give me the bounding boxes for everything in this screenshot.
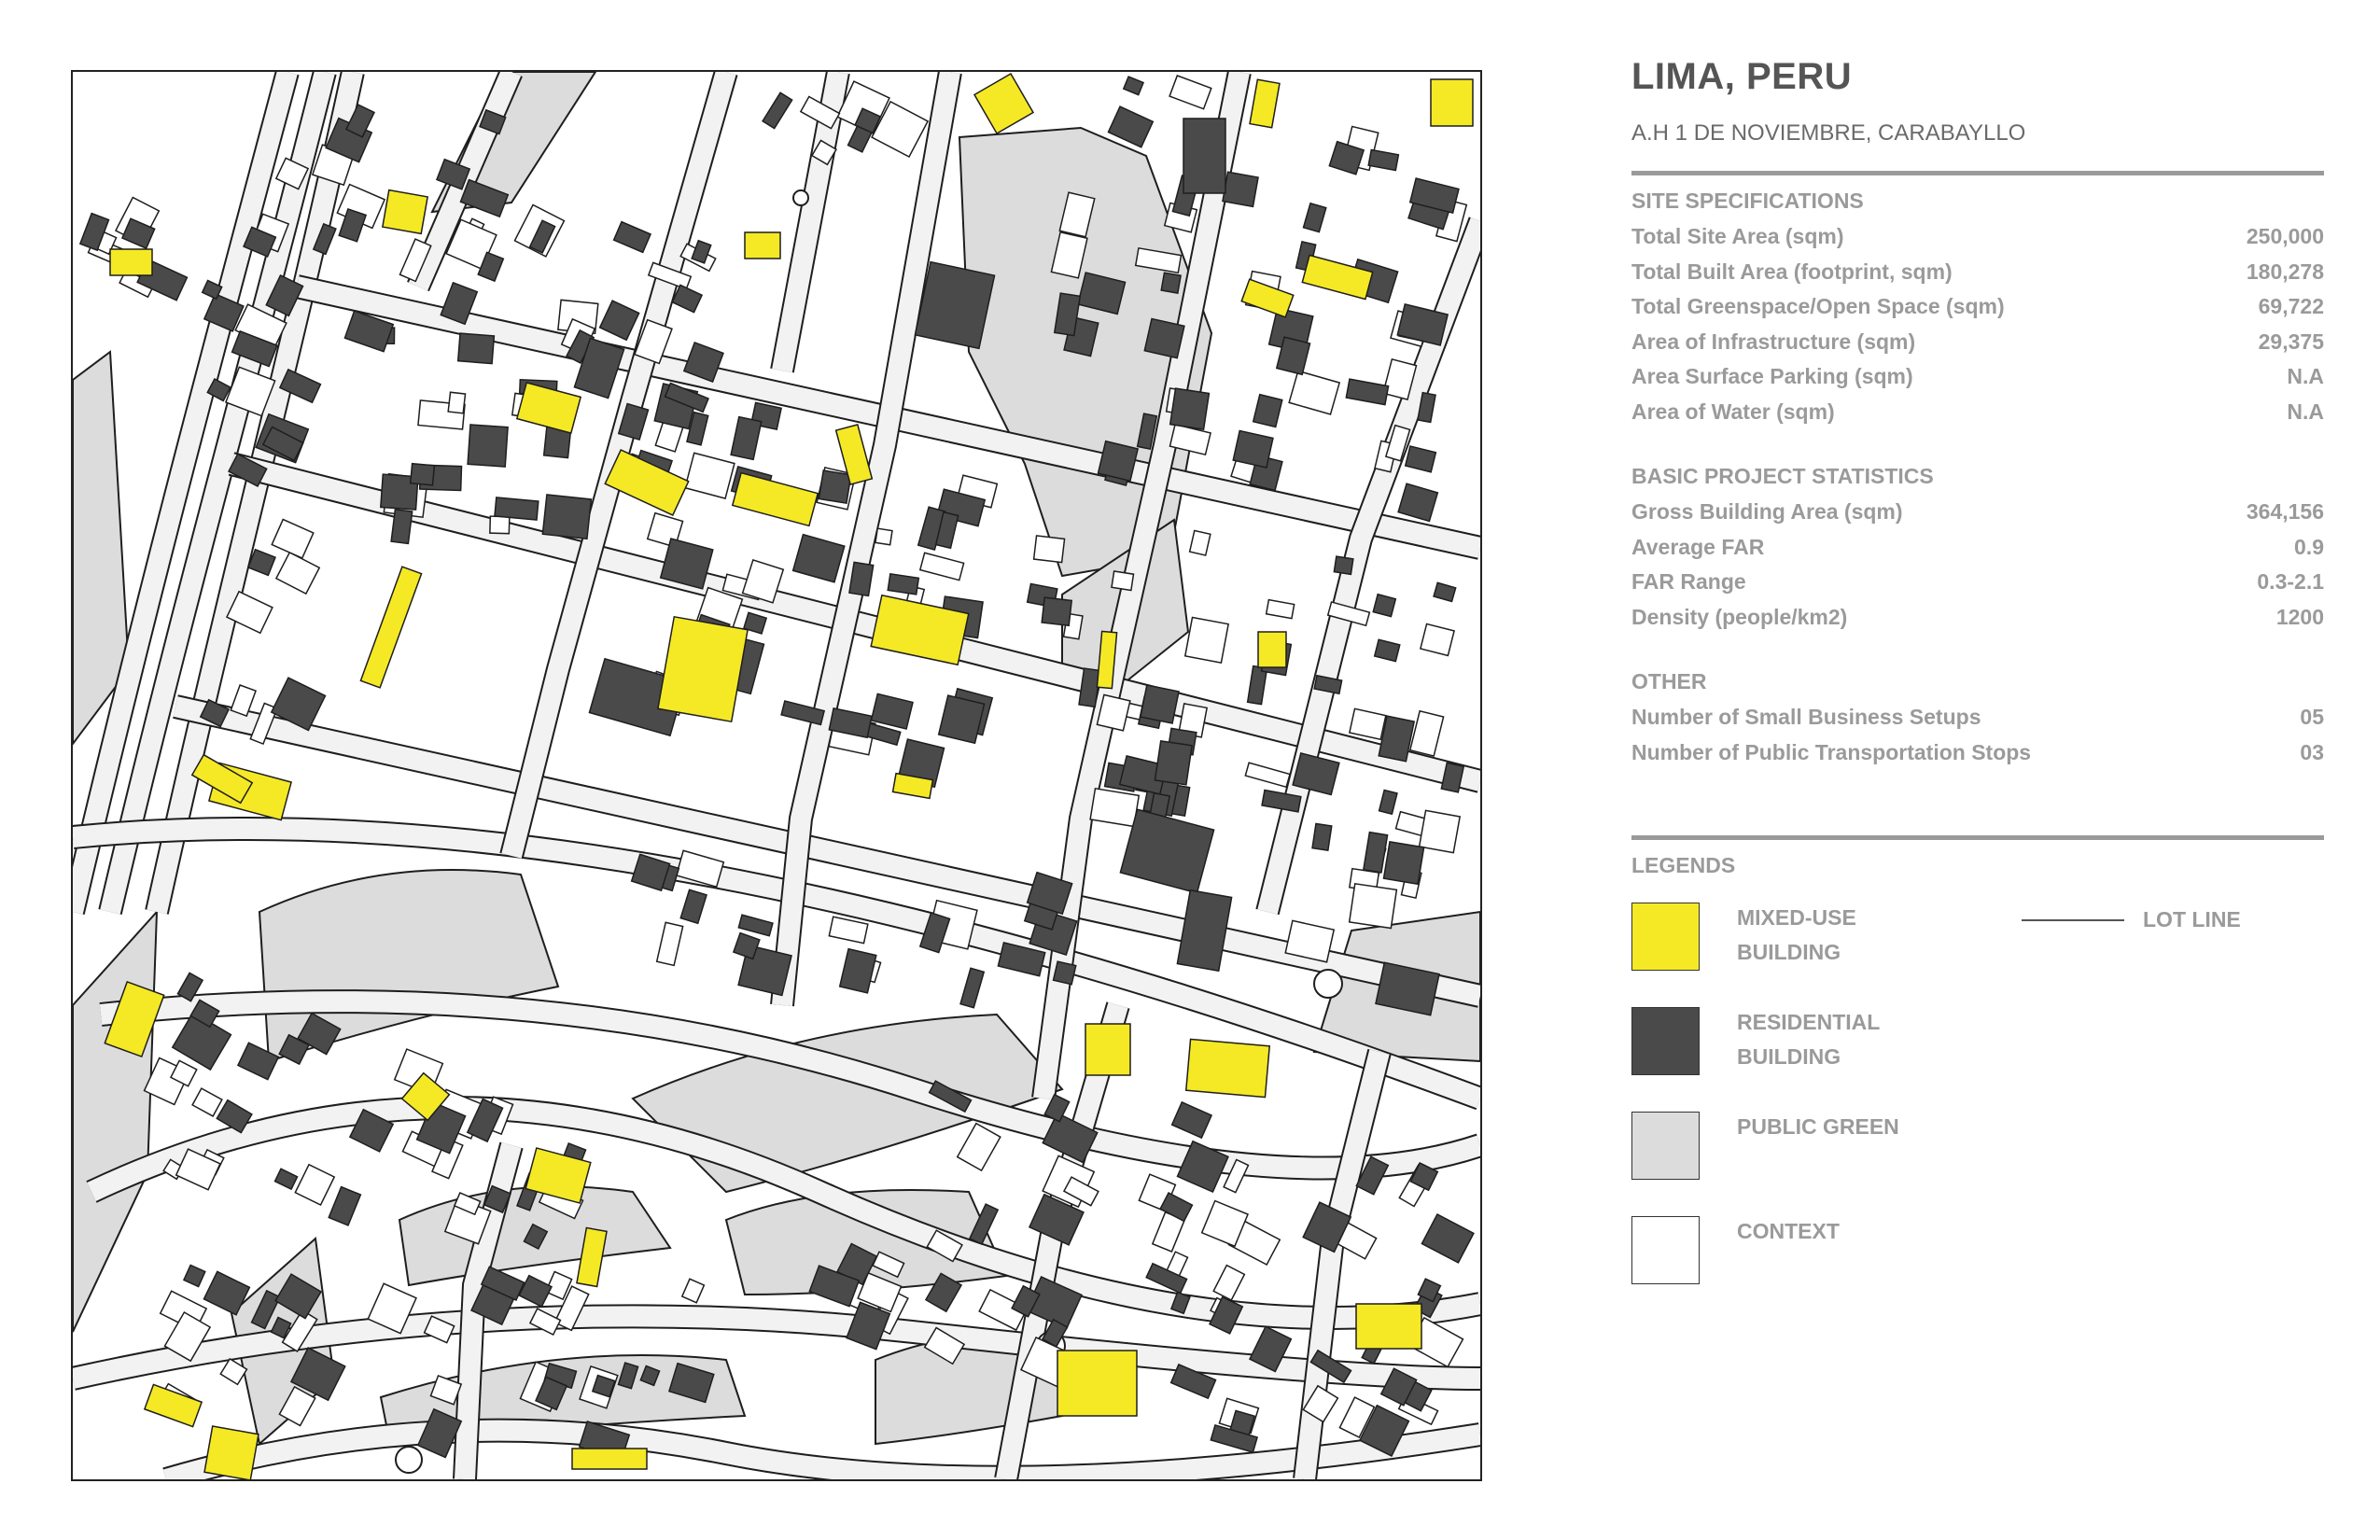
- context-building: [1169, 76, 1211, 109]
- residential-building: [1233, 431, 1273, 468]
- page-title: LIMA, PERU: [1631, 56, 1853, 97]
- context-building: [272, 520, 314, 558]
- spec-label: Area of Water (sqm): [1631, 399, 1835, 424]
- residential-building: [1334, 556, 1352, 574]
- context-building: [657, 922, 683, 965]
- spec-value: N.A: [2287, 364, 2324, 388]
- context-building: [1410, 711, 1444, 756]
- context-swatch: [1631, 1216, 1700, 1284]
- residential-building: [738, 915, 773, 936]
- context-building: [192, 1088, 222, 1116]
- other-heading: OTHER: [1631, 669, 1707, 693]
- other-row: [1631, 735, 2324, 771]
- legend-label-line: BUILDING: [1737, 1044, 1841, 1069]
- residential-building: [1375, 639, 1400, 661]
- public-green-swatch: [1631, 1112, 1700, 1180]
- context-building: [958, 1124, 1001, 1170]
- legend-item-context: [1631, 1216, 1840, 1284]
- mixed-use-building: [1431, 79, 1473, 126]
- mixed-use-building: [110, 249, 152, 275]
- context-building: [685, 453, 735, 498]
- residential-building: [1398, 483, 1437, 521]
- residential-building: [960, 968, 984, 1007]
- stat-label: FAR Range: [1631, 569, 1746, 594]
- legend-label: [1737, 1005, 1880, 1074]
- residential-building: [793, 535, 845, 582]
- residential-building: [939, 695, 985, 743]
- spec-row: [1631, 395, 2324, 430]
- residential-building: [1144, 318, 1184, 357]
- residential-building: [391, 510, 413, 544]
- context-building: [920, 553, 964, 580]
- residential-building: [888, 574, 918, 595]
- spec-label: Total Built Area (footprint, sqm): [1631, 259, 1953, 284]
- residential-building: [763, 92, 792, 128]
- info-panel: [1631, 56, 2324, 1341]
- spec-value: N.A: [2287, 399, 2324, 424]
- context-building: [682, 1279, 705, 1302]
- mixed-use-building: [658, 617, 748, 721]
- legend-label-line: MIXED-USE: [1737, 905, 1856, 930]
- residential-building: [1406, 446, 1436, 472]
- mixed-use-building: [1356, 1304, 1421, 1349]
- residential-building: [1421, 1214, 1473, 1263]
- other-list: [1631, 700, 2324, 770]
- residential-building: [871, 693, 913, 729]
- context-building: [1034, 536, 1065, 563]
- residential-building: [1120, 809, 1213, 893]
- legend: [1631, 903, 2324, 1341]
- other-label: Number of Small Business Setups: [1631, 705, 1981, 729]
- residential-building: [1141, 685, 1179, 723]
- context-building: [295, 1165, 334, 1205]
- context-building: [1350, 708, 1386, 739]
- residential-building: [1172, 1102, 1211, 1138]
- mixed-use-building: [517, 383, 581, 433]
- site-map[interactable]: [71, 70, 1482, 1481]
- stat-row: [1631, 495, 2324, 530]
- residential-building: [275, 1169, 298, 1189]
- spec-label: Total Site Area (sqm): [1631, 224, 1844, 248]
- context-building: [1090, 789, 1139, 827]
- lot-line-label: LOT LINE: [2143, 907, 2241, 931]
- spec-label: Area of Infrastructure (sqm): [1631, 329, 1916, 354]
- residential-building: [329, 1187, 360, 1225]
- context-building: [1245, 763, 1290, 787]
- residential-building: [1155, 741, 1192, 785]
- context-building: [829, 917, 868, 943]
- residential-building: [1434, 582, 1456, 601]
- other-row: [1631, 700, 2324, 735]
- residential-building: [731, 417, 762, 460]
- other-value: 03: [2300, 739, 2324, 764]
- context-building: [1289, 371, 1339, 413]
- spec-row: [1631, 289, 2324, 325]
- context-building: [1421, 623, 1454, 655]
- divider: [1631, 835, 2324, 840]
- residential-building: [672, 285, 702, 312]
- residential-building: [1054, 961, 1076, 985]
- stat-row: [1631, 530, 2324, 566]
- mixed-use-building: [383, 190, 427, 234]
- spec-value: 250,000: [2246, 224, 2324, 248]
- divider: [1631, 171, 2324, 175]
- mixed-use-building: [1250, 79, 1280, 127]
- residential-building: [1170, 388, 1210, 429]
- spec-row: [1631, 325, 2324, 360]
- residential-building: [840, 949, 876, 993]
- legends-heading: LEGENDS: [1631, 853, 1736, 877]
- site-specifications-list: [1631, 219, 2324, 429]
- context-building: [490, 516, 510, 534]
- residential-building: [819, 470, 850, 503]
- public-green-area: [73, 912, 157, 1332]
- site-specifications-heading: SITE SPECIFICATIONS: [1631, 189, 1864, 213]
- other-label: Number of Public Transportation Stops: [1631, 739, 2032, 764]
- context-building: [448, 392, 465, 413]
- stat-label: Density (people/km2): [1631, 604, 1848, 629]
- spec-row: [1631, 255, 2324, 290]
- mixed-use-building: [360, 567, 421, 688]
- context-building: [875, 528, 892, 545]
- residential-building: [1373, 595, 1395, 617]
- residential-building: [1383, 842, 1423, 884]
- basic-statistics-list: [1631, 495, 2324, 635]
- residential-building: [458, 333, 495, 363]
- legend-label-line: RESIDENTIAL: [1737, 1010, 1881, 1034]
- legend-label-line: CONTEXT: [1737, 1219, 1840, 1243]
- legend-label: [1737, 901, 1856, 970]
- spec-label: Area Surface Parking (sqm): [1631, 364, 1913, 388]
- residential-building: [1346, 379, 1388, 405]
- context-building: [1185, 617, 1228, 663]
- stat-row: [1631, 565, 2324, 600]
- residential-building: [1099, 441, 1139, 482]
- mixed-use-building: [745, 232, 780, 259]
- stat-value: 364,156: [2246, 499, 2324, 524]
- context-building: [1420, 810, 1461, 852]
- other-value: 05: [2300, 705, 2324, 729]
- residential-building: [1108, 106, 1153, 147]
- legend-label-line: BUILDING: [1737, 940, 1841, 964]
- mixed-use-building: [1085, 1024, 1130, 1075]
- context-building: [1267, 600, 1295, 619]
- residential-building: [1253, 395, 1282, 427]
- context-building: [276, 553, 319, 594]
- mixed-use-building: [204, 1426, 259, 1479]
- residential-building: [411, 464, 435, 485]
- legend-item-residential: [1631, 1007, 1880, 1075]
- residential-building: [680, 889, 707, 923]
- residential-building: [1312, 823, 1332, 850]
- stat-value: 0.9: [2294, 534, 2324, 559]
- residential-building: [542, 495, 591, 539]
- residential-building: [1042, 597, 1071, 625]
- roundabout: [793, 190, 808, 205]
- basic-statistics-heading: BASIC PROJECT STATISTICS: [1631, 464, 1934, 488]
- residential-building: [1364, 833, 1388, 873]
- residential-building: [495, 497, 539, 520]
- map-canvas: [73, 72, 1480, 1479]
- legend-item-public-green: [1631, 1112, 1899, 1180]
- residential-building: [519, 1276, 552, 1307]
- residential-building: [1177, 890, 1231, 972]
- mixed-use-building: [1057, 1351, 1137, 1416]
- spec-value: 180,278: [2246, 259, 2324, 284]
- stat-value: 0.3-2.1: [2257, 569, 2324, 594]
- residential-building: [849, 562, 874, 595]
- context-building: [1213, 1266, 1244, 1300]
- stat-label: Gross Building Area (sqm): [1631, 499, 1903, 524]
- residential-building: [1124, 77, 1143, 95]
- residential-building: [1304, 203, 1326, 232]
- residential-building: [600, 301, 639, 340]
- legend-label: [1737, 1110, 1899, 1144]
- residential-building: [1379, 791, 1397, 815]
- roundabout: [1314, 970, 1342, 998]
- stat-value: 1200: [2275, 604, 2324, 629]
- residential-building: [184, 1265, 205, 1286]
- mixed-use-building: [1258, 632, 1286, 667]
- legend-item-lot-line: [2022, 903, 2241, 937]
- context-building: [1190, 530, 1211, 555]
- residential-building: [1223, 172, 1258, 206]
- legend-label: [1737, 1214, 1840, 1249]
- residential-building: [468, 425, 508, 467]
- context-building: [1112, 571, 1134, 590]
- residential-swatch: [1631, 1007, 1700, 1075]
- mixed-use-swatch: [1631, 903, 1700, 971]
- spec-row: [1631, 219, 2324, 255]
- legend-item-mixed-use: [1631, 903, 1856, 971]
- spec-value: 29,375: [2258, 329, 2324, 354]
- mixed-use-building: [572, 1449, 647, 1469]
- mixed-use-building: [1186, 1039, 1269, 1097]
- site-subtitle: A.H 1 DE NOVIEMBRE, CARABAYLLO: [1631, 120, 2026, 146]
- spec-label: Total Greenspace/Open Space (sqm): [1631, 294, 2005, 318]
- residential-building: [1161, 273, 1181, 293]
- residential-building: [1368, 149, 1398, 170]
- roundabout: [396, 1447, 422, 1473]
- stat-label: Average FAR: [1631, 534, 1765, 559]
- mixed-use-building: [733, 473, 818, 526]
- mixed-use-building: [974, 74, 1033, 133]
- spec-value: 69,722: [2258, 294, 2324, 318]
- residential-building: [614, 222, 651, 253]
- residential-building: [1183, 119, 1225, 193]
- context-building: [1350, 884, 1397, 929]
- spec-row: [1631, 359, 2324, 395]
- stat-row: [1631, 600, 2324, 636]
- legend-label-line: PUBLIC GREEN: [1737, 1114, 1899, 1139]
- lot-line-swatch: [2022, 919, 2124, 921]
